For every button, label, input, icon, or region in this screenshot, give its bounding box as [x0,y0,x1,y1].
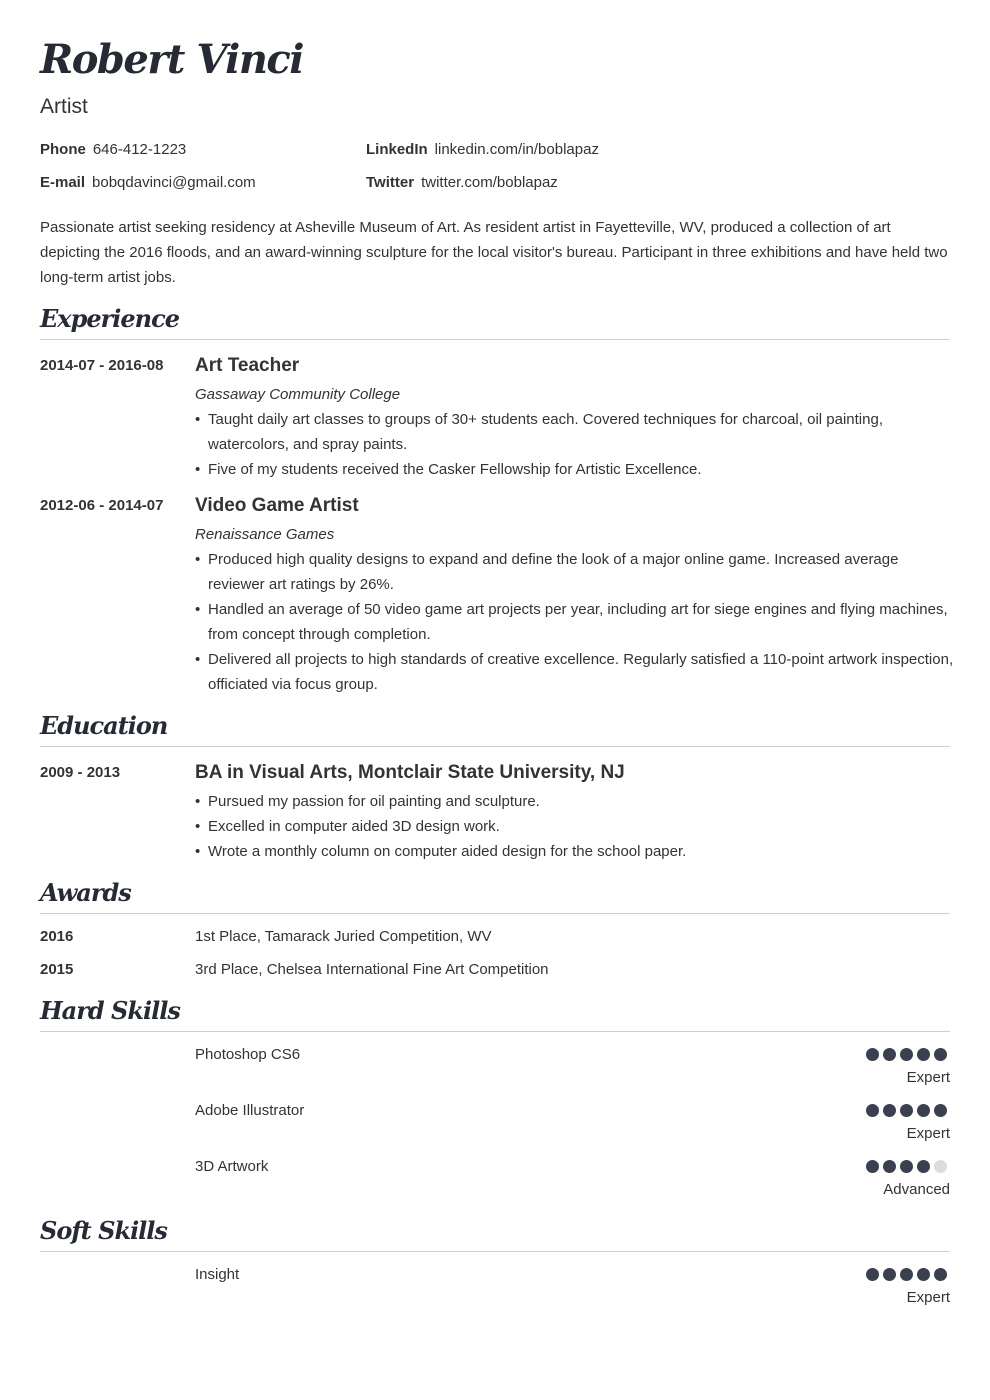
award-text: 3rd Place, Chelsea International Fine Art Competition [195,961,549,978]
skill-level: Expert [906,1125,950,1142]
education-dates: 2009 - 2013 [40,764,121,781]
contact-email [40,173,256,193]
contact-value: bobqdavinci@gmail.com [92,174,256,191]
section-title-soft-skills: Soft Skills [40,1216,167,1245]
rating-dot-filled [900,1268,913,1281]
rating-dot-filled [934,1268,947,1281]
contact-label: Twitter [366,174,415,191]
list-item: • Taught daily art classes to groups of 30+ students each. Covered techniques for charcoal, oil painting, watercolors, and spray paints. [195,407,955,457]
skill-name: Adobe Illustrator [195,1102,305,1119]
rating-dot-filled [900,1104,913,1117]
section-divider [40,1251,950,1252]
skill-rating [866,1048,951,1064]
rating-dot-filled [934,1104,947,1117]
contact-phone [40,140,186,160]
rating-dot-filled [900,1048,913,1061]
rating-dot-filled [917,1160,930,1173]
rating-dot-empty [934,1160,947,1173]
skill-level: Advanced [883,1181,950,1198]
award-text: 1st Place, Tamarack Juried Competition, WV [195,928,492,945]
rating-dot-filled [866,1268,879,1281]
section-divider [40,339,950,340]
award-year: 2016 [40,928,74,945]
experience-bullets [195,547,955,697]
rating-dot-filled [866,1048,879,1061]
list-item: • Wrote a monthly column on computer aided design for the school paper. [195,839,955,864]
skill-name: Insight [195,1266,240,1283]
rating-dot-filled [866,1104,879,1117]
experience-company: Gassaway Community College [195,386,401,403]
contact-label: Phone [40,141,86,158]
award-year: 2015 [40,961,74,978]
rating-dot-filled [883,1160,896,1173]
contact-twitter [366,173,558,193]
contact-value: twitter.com/boblapaz [421,174,558,191]
rating-dot-filled [883,1104,896,1117]
list-item: • Delivered all projects to high standards of creative excellence. Regularly satisfied a 110-point artwork inspection, officiated via focus group. [195,647,955,697]
section-divider [40,1031,950,1032]
contact-label: E-mail [40,174,86,191]
rating-dot-filled [900,1160,913,1173]
job-title: Artist [40,95,88,118]
experience-dates: 2014-07 - 2016-08 [40,357,164,374]
rating-dot-filled [917,1104,930,1117]
section-title-hard-skills: Hard Skills [40,996,180,1025]
contact-value: 646-412-1223 [92,141,187,158]
rating-dot-filled [917,1268,930,1281]
list-item: • Five of my students received the Casker Fellowship for Artistic Excellence. [195,457,955,482]
candidate-name: Robert Vinci [40,36,303,83]
education-degree: BA in Visual Arts, Montclair State University, NJ [195,762,625,783]
skill-rating [866,1268,951,1284]
rating-dot-filled [934,1048,947,1061]
experience-role: Art Teacher [195,355,300,376]
section-title-awards: Awards [40,878,131,907]
rating-dot-filled [883,1048,896,1061]
section-title-education: Education [40,711,168,740]
list-item: • Handled an average of 50 video game art projects per year, including art for siege engines and flying machines, from concept through completion. [195,597,955,647]
experience-bullets [195,407,955,482]
section-divider [40,913,950,914]
list-item: • Pursued my passion for oil painting and sculpture. [195,789,955,814]
experience-role: Video Game Artist [195,495,359,516]
section-divider [40,746,950,747]
contact-label: LinkedIn [366,141,428,158]
skill-rating [866,1104,951,1120]
skill-name: 3D Artwork [195,1158,269,1175]
skill-name: Photoshop CS6 [195,1046,301,1063]
experience-company: Renaissance Games [195,526,335,543]
skill-rating [866,1160,951,1176]
rating-dot-filled [866,1160,879,1173]
list-item: • Produced high quality designs to expand and define the look of a major online game. Increased average reviewer art ratings by 26%. [195,547,955,597]
skill-level: Expert [906,1289,950,1306]
section-title-experience: Experience [40,304,180,333]
skill-level: Expert [906,1069,950,1086]
education-bullets [195,789,955,864]
contact-linkedin [366,140,599,160]
list-item: • Excelled in computer aided 3D design work. [195,814,955,839]
rating-dot-filled [883,1268,896,1281]
summary-paragraph: Passionate artist seeking residency at Asheville Museum of Art. As resident artist in Fayetteville, WV, produced a collection of art depicting the 2016 floods, and an award-winning sculpture for the local visitor's bureau. Participant in three exhibitions and have held two long-term artist jobs. [40,219,948,286]
contact-value: linkedin.com/in/boblapaz [434,141,599,158]
experience-dates: 2012-06 - 2014-07 [40,497,164,514]
rating-dot-filled [917,1048,930,1061]
